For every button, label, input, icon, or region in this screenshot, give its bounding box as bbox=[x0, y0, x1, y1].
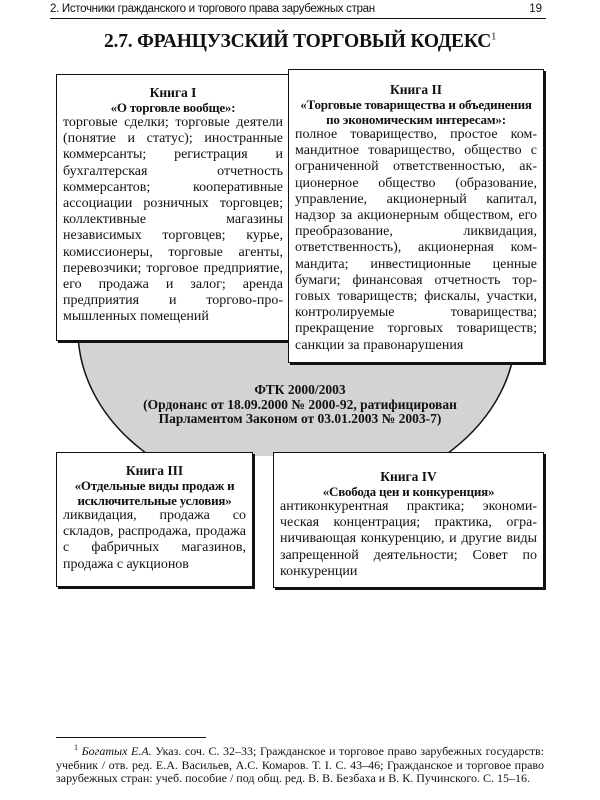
book-2-box bbox=[288, 69, 544, 363]
center-label-line3: Парламентом Законом от 03.01.2003 № 2003-7) bbox=[158, 411, 442, 426]
book-3-subtitle: «Отдельные виды продаж и исключительные условия» bbox=[74, 478, 235, 508]
footnote-rule bbox=[56, 737, 206, 738]
footnote-text: Указ. соч. С. 32–33; Гражданское и торговое право зарубежных государств: учебник / отв. ред. Е.А. Васильев, А.С. Комаров. Т. I. С. 43–46; Гражданское и торговое право зарубежных стран: учеб. пособие / под общ. ред. В. В. Безбаха и В. К. Пучинского. С. 15–16. bbox=[56, 744, 545, 786]
running-header-title: 2. Источники гражданского и торгового права зарубежных стран bbox=[50, 3, 375, 15]
book-2-body: полное товарищество, простое коммандитное товарищество, общество с ограниченной ответственностью, акционерное общество (образование, управление, акционерный капитал, надзор за акционерным обществом, его преобразование, ликвидация, ответственность), акционерная коммандита; инвестиционные ценные бумаги; финансовая отчетность торговых товариществ; фискалы, участки, контролируемые товарищества; прекращение торговых товариществ; санкции за правонарушения bbox=[295, 127, 537, 353]
center-label-line1: ФТК 2000/2003 bbox=[254, 382, 346, 397]
book-4-subtitle: «Свобода цен и конкуренция» bbox=[322, 484, 495, 499]
footnote-mark: 1 bbox=[74, 743, 78, 752]
heading-footnote-mark: 1 bbox=[491, 31, 497, 43]
page-number: 19 bbox=[529, 3, 542, 15]
book-3-body: ликвидация, продажа со складов, распродажа, продажа с фабричных магазинов, продажа с аукционов bbox=[63, 508, 246, 572]
book-3-box bbox=[56, 452, 253, 587]
footnote-author: Богатых Е.А. bbox=[81, 744, 152, 758]
book-1-subtitle: «О торговле вообще»: bbox=[110, 100, 236, 115]
connector-stem bbox=[253, 440, 273, 456]
book-3-title: Книга III bbox=[125, 463, 184, 478]
book-1-title: Книга I bbox=[149, 85, 197, 100]
center-label-line2: (Ордонанс от 18.09.2000 № 2000-92, ратифицирован bbox=[143, 396, 457, 412]
book-2-title: Книга II bbox=[389, 82, 443, 97]
book-4-body: антиконкурентная практика; экономическая концентрация; практика, ограничивающая конкуренцию, и другие виды запрещенной деятельности; Совет по конкуренции bbox=[280, 499, 537, 579]
section-heading-text: 2.7. ФРАНЦУЗСКИЙ ТОРГОВЫЙ КОДЕКС bbox=[103, 31, 492, 52]
book-2-subtitle: «Торговые товарищества и объединения по экономическим интересам»: bbox=[300, 97, 532, 127]
book-4-box bbox=[273, 452, 544, 588]
center-label bbox=[80, 383, 520, 427]
book-1-box bbox=[56, 74, 290, 341]
book-1-body: торговые сделки; торговые деятели (понятие и статус); иностранные коммерсанты; регистрация и бухгалтерская отчетность коммерсантов; кооперативные ассоциации розничных торговцев; коллективные магазины независимых торговцев; курье, комиссионеры, торговые агенты, перевозчики; торговое предприятие, его продажа и залог; аренда предприятия и торгово-промышленных помещений bbox=[63, 115, 283, 325]
book-4-title: Книга IV bbox=[380, 469, 437, 484]
footnote bbox=[56, 741, 544, 786]
